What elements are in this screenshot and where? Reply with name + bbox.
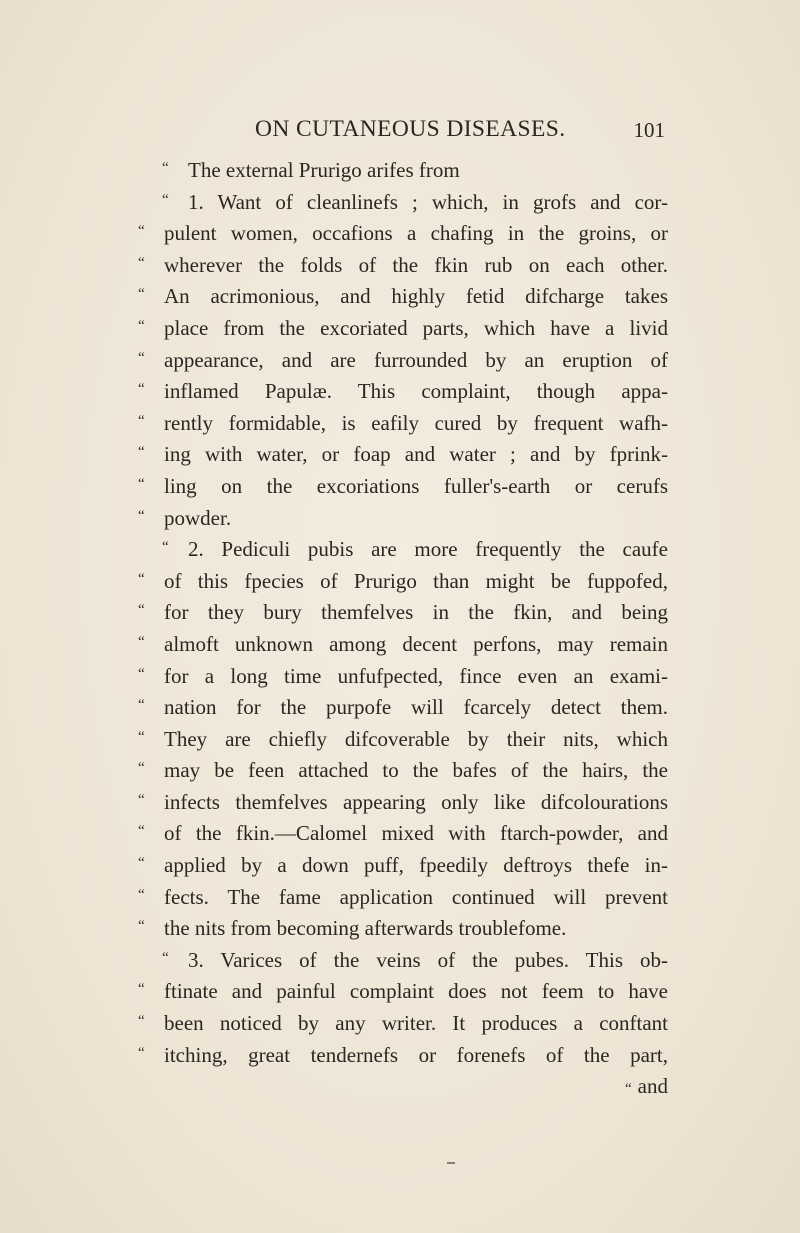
quote-mark: “ (138, 855, 145, 872)
quote-mark: “ (138, 918, 145, 935)
text-line (138, 976, 668, 1008)
body-text (138, 155, 668, 1103)
quote-mark: “ (138, 254, 145, 271)
text-line (138, 787, 668, 819)
line-text: ing with water, or foap and water ; and by fprink- (164, 442, 668, 467)
text-line (138, 566, 668, 598)
quote-mark: “ (138, 981, 145, 998)
line-text: 2. Pediculi pubis are more frequently the caufe (188, 537, 668, 562)
text-line (138, 629, 668, 661)
line-text: of this fpecies of Prurigo than might be fuppofed, (164, 568, 668, 593)
line-text: They are chiefly difcoverable by their nits, which (164, 726, 668, 751)
text-line (138, 534, 668, 566)
line-text: place from the excoriated parts, which have a livid (164, 315, 668, 340)
quote-mark: “ (138, 823, 145, 840)
quote-mark: “ (162, 191, 169, 208)
line-text: pulent women, occafions a chafing in the groins, or (164, 221, 668, 246)
quote-mark: “ (138, 633, 145, 650)
line-text: rently formidable, is eafily cured by frequent wafh- (164, 410, 668, 435)
text-line (138, 503, 668, 535)
text-line (138, 818, 668, 850)
page-number: 101 (633, 118, 665, 142)
text-line (138, 345, 668, 377)
quote-mark: “ (138, 697, 145, 714)
line-text: applied by a down puff, fpeedily deftroys thefe in- (164, 853, 668, 878)
quote-mark: “ (625, 1081, 632, 1098)
line-text: may be feen attached to the bafes of the hairs, the (164, 758, 668, 783)
line-text: nation for the purpofe will fcarcely detect them. (164, 695, 668, 720)
running-title: ON CUTANEOUS DISEASES. (255, 116, 566, 142)
text-line (138, 187, 668, 219)
quote-mark: “ (138, 570, 145, 587)
quote-mark: “ (162, 539, 169, 556)
line-text: the nits from becoming afterwards troublefome. (164, 916, 567, 941)
text-line (138, 913, 668, 945)
text-line (138, 313, 668, 345)
line-text: infects themfelves appearing only like difcolourations (164, 789, 668, 814)
text-line (138, 471, 668, 503)
quote-mark: “ (138, 602, 145, 619)
quote-mark: “ (138, 381, 145, 398)
quote-mark: “ (138, 317, 145, 334)
line-text: for a long time unfufpected, fince even an exami- (164, 663, 668, 688)
quote-mark: “ (138, 760, 145, 777)
quote-mark: “ (138, 223, 145, 240)
line-text: wherever the folds of the fkin rub on each other. (164, 252, 668, 277)
text-line (138, 1040, 668, 1072)
line-text: ling on the excoriations fuller's-earth or cerufs (164, 473, 668, 498)
line-text: almoft unknown among decent perfons, may remain (164, 631, 668, 656)
quote-mark: “ (138, 349, 145, 366)
text-line (138, 376, 668, 408)
line-text: ftinate and painful complaint does not feem to have (164, 979, 668, 1004)
line-text: 1. Want of cleanlinefs ; which, in grofs and cor- (188, 189, 668, 214)
line-text: An acrimonious, and highly fetid difcharge takes (164, 284, 668, 309)
quote-mark: “ (162, 949, 169, 966)
page-header (160, 112, 665, 152)
text-line (138, 281, 668, 313)
quote-mark: “ (138, 444, 145, 461)
text-line (138, 1008, 668, 1040)
line-text: of the fkin.—Calomel mixed with ftarch-powder, and (164, 821, 668, 846)
text-line (138, 439, 668, 471)
catchword-line (138, 1071, 668, 1103)
line-text: for they bury themfelves in the fkin, and being (164, 600, 668, 625)
line-text: fects. The fame application continued will prevent (164, 884, 668, 909)
text-line (138, 755, 668, 787)
quote-mark: “ (138, 886, 145, 903)
line-text: The external Prurigo arifes from (188, 158, 460, 182)
catchword: and (637, 1074, 668, 1099)
text-line (138, 218, 668, 250)
text-line (138, 250, 668, 282)
quote-mark: “ (138, 1013, 145, 1030)
quote-mark: “ (138, 665, 145, 682)
quote-mark: “ (138, 475, 145, 492)
printer-mark (447, 1162, 455, 1164)
quote-mark: “ (138, 791, 145, 808)
text-line (138, 850, 668, 882)
line-text: 3. Varices of the veins of the pubes. This ob- (188, 947, 668, 972)
quote-mark: “ (162, 160, 169, 176)
quote-mark: “ (138, 507, 145, 524)
text-line (138, 692, 668, 724)
quote-mark: “ (138, 412, 145, 429)
text-line (138, 724, 668, 756)
text-line (138, 155, 668, 187)
text-line (138, 408, 668, 440)
line-text: inflamed Papulæ. This complaint, though appa- (164, 379, 668, 404)
text-line (138, 945, 668, 977)
line-text: itching, great tendernefs or forenefs of the part, (164, 1042, 668, 1067)
quote-mark: “ (138, 728, 145, 745)
text-line (138, 661, 668, 693)
text-line (138, 597, 668, 629)
quote-mark: “ (138, 1044, 145, 1061)
quote-mark: “ (138, 286, 145, 303)
line-text: been noticed by any writer. It produces a conftant (164, 1011, 668, 1036)
text-line (138, 882, 668, 914)
line-text: powder. (164, 505, 232, 530)
line-text: appearance, and are furrounded by an eruption of (164, 347, 668, 372)
